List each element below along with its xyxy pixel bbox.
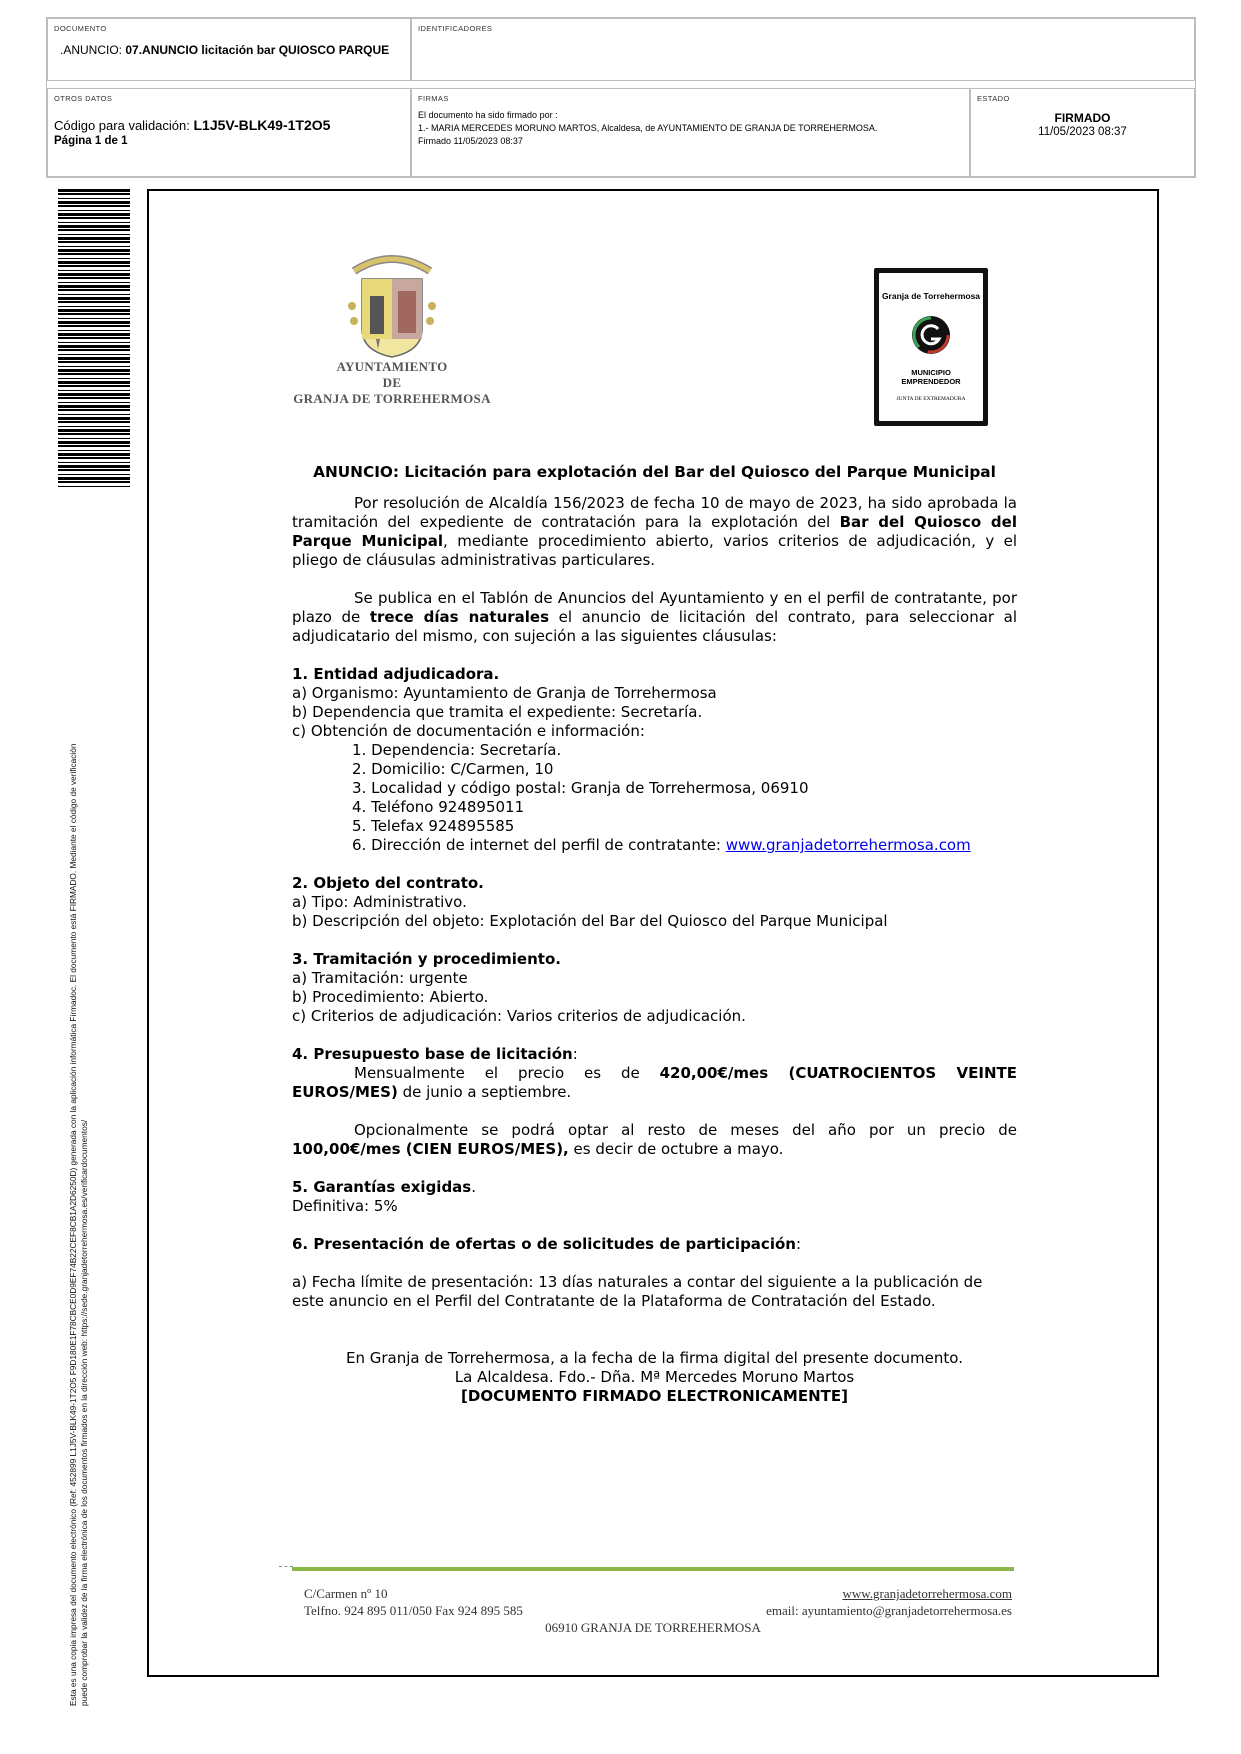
documento-label: DOCUMENTO [54, 24, 107, 33]
otros-datos-cell [47, 88, 411, 177]
closing-signed-note: [DOCUMENTO FIRMADO ELECTRONICAMENTE] [461, 1387, 848, 1405]
letterhead-footer [292, 1585, 1014, 1636]
ayuntamiento-logo [292, 251, 492, 419]
firmas-cell [411, 88, 970, 177]
identificadores-label: IDENTIFICADORES [418, 24, 493, 33]
footer-email[interactable]: email: ayuntamiento@granjadetorrehermosa.es [766, 1603, 1012, 1618]
closing-signer: La Alcaldesa. Fdo.- Dña. Mª Mercedes Moruno Martos [454, 1368, 855, 1386]
validation-code: Código para validación: L1J5V-BLK49-1T2O5 [54, 117, 331, 133]
paragraph-publication: Se publica en el Tablón de Anuncios del Ayuntamiento y en el perfil de contratante, por plazo de trece días naturales el anuncio de licitación del contrato, para seleccionar al adjudicatario del mismo, con sujeción a las siguientes cláusulas: [292, 589, 1018, 645]
otros-datos-label: OTROS DATOS [54, 94, 113, 103]
power-g-icon [911, 315, 951, 355]
section-3-title: 3. Tramitación y procedimiento. [292, 950, 561, 968]
ayuntamiento-logo-text: AYUNTAMIENTO DE GRANJA DE TORREHERMOSA [293, 359, 491, 406]
side-verification-text: Esta es una copia impresa del documento electrónico (Ref: 452899 L1J5V-BLK49-1T2O5 F9D180E1F78CBCE0D9EF74B22CEF8CB1A2D6250D) generada con la aplicación informática Firmadoc. El documento está FIRMADO. Mediante el código de verificación puede comprobar la validez de la firma electrónica de los documentos firmados en la dirección web: https://sede.granjadetorrehermosa.es/verificardocumentos/ [68, 743, 89, 1706]
firmas-text: El documento ha sido firmado por : 1.- MARIA MERCEDES MORUNO MARTOS, Alcaldesa, de AYUNTAMIENTO DE GRANJA DE TORREHERMOSA. Firmado 11/05/2023 08:37 [418, 110, 878, 146]
contratante-website-link[interactable]: www.granjadetorrehermosa.com [725, 836, 971, 854]
section-1-title: 1. Entidad adjudicadora. [292, 665, 500, 683]
estado-cell [970, 88, 1195, 177]
section-4-title: 4. Presupuesto base de licitación: [292, 1045, 578, 1063]
announcement-title: ANUNCIO: Licitación para explotación del Bar del Quiosco del Parque Municipal [313, 463, 996, 481]
firmas-label: FIRMAS [418, 94, 449, 103]
announcement-body: ANUNCIO: Licitación para explotación del Bar del Quiosco del Parque Municipal Por resolución de Alcaldía 156/2023 de fecha 10 de mayo de 2023, ha sido aprobada la tramitación del expediente de contratación para la explotación del Bar del Quiosco del Parque Municipal, mediante procedimiento abierto, varios criterios de adjudicación, y el pliego de cláusulas administrativas particulares. Se publica en el Tablón de Anuncios del Ayuntamiento y en el perfil de contratante, por plazo de trece días naturales el anuncio de licitación del contrato, para seleccionar al adjudicatario del mismo, con sujeción a las siguientes cláusulas: 1. Entidad adjudicadora. a) Organismo: Ayuntamiento de Granja de Torrehermosa b) Dependencia que tramita el expediente: Secretaría. c) Obtención de documentación e información: 1. Dependencia: Secretaría. 2. Domicilio: C/Carmen, 10 3. Localidad y código postal: Granja de Torrehermosa, 06910 4. Teléfono 924895011 5. Telefax 924895585 6. Dirección de internet del perfil de contratante: www.granjadetorrehermosa.com 2. Objeto del contrato. a) Tipo: Administrativo. b) Descripción del objeto: Explotación del Bar del Quiosco del Parque Municipal 3. Tramitación y procedimiento. a) Tramitación: urgente b) Procedimiento: Abierto. c) Criterios de adjudicación: Varios criterios de adjudicación. 4. Presupuesto base de licitación: Mensualmente el precio es de 420,00€/mes (CUATROCIENTOS VEINTE EUROS/MES) de junio a septiembre. Opcionalmente se podrá optar al resto de meses del año por un precio de 100,00€/mes (CIEN EUROS/MES), es decir de octubre a mayo. 5. Garantías exigidas. Definitiva: 5% 6. Presentación de ofertas o de solicitudes de participación: a) Fecha límite de presentación: 13 días naturales a contar del siguiente a la publicación de este anuncio en el Perfil del Contratante de la Plataforma de Contratación del Estado. En Granja de Torrehermosa, a la fecha de la firma digital del presente documento. La Alcaldesa. Fdo.- Dña. Mª Mercedes Moruno Martos [DOCUMENTO FIRMADO ELECTRONICAMENTE] [292, 463, 1018, 1405]
paragraph-price-optional: Opcionalmente se podrá optar al resto de meses del año por un precio de 100,00€/mes (CIEN EUROS/MES), es decir de octubre a mayo. [292, 1121, 1017, 1158]
section-2-title: 2. Objeto del contrato. [292, 874, 484, 892]
footer-city: 06910 GRANJA DE TORREHERMOSA [545, 1620, 761, 1635]
documento-title: .ANUNCIO: 07.ANUNCIO licitación bar QUIOSCO PARQUE [60, 43, 390, 57]
document-header-table [46, 17, 1196, 178]
footer-address: C/Carmen nº 10 [304, 1586, 388, 1601]
section-5-title: 5. Garantías exigidas. [292, 1178, 477, 1196]
page-number: Página 1 de 1 [54, 135, 128, 147]
section-6-title: 6. Presentación de ofertas o de solicitudes de participación: [292, 1235, 802, 1253]
estado-status: FIRMADO [1054, 111, 1111, 125]
estado-label: ESTADO [977, 94, 1010, 103]
estado-date: 11/05/2023 08:37 [1038, 126, 1127, 138]
coat-of-arms-icon [292, 251, 492, 359]
paragraph-resolution: Por resolución de Alcaldía 156/2023 de fecha 10 de mayo de 2023, ha sido aprobada la tramitación del expediente de contratación para la explotación del Bar del Quiosco del Parque Municipal, mediante procedimiento abierto, varios criterios de adjudicación, y el pliego de cláusulas administrativas particulares. [292, 494, 1017, 569]
closing-place-date: En Granja de Torrehermosa, a la fecha de la firma digital del presente documento. [346, 1349, 963, 1367]
footer-divider [292, 1567, 1014, 1571]
paragraph-price-monthly: Mensualmente el precio es de 420,00€/mes (CUATROCIENTOS VEINTE EUROS/MES) de junio a septiembre. [292, 1064, 1017, 1101]
barcode-image [58, 189, 130, 489]
footer-phone: Telfno. 924 895 011/050 Fax 924 895 585 [304, 1603, 523, 1618]
footer-website[interactable]: www.granjadetorrehermosa.com [842, 1586, 1012, 1601]
identificadores-cell [411, 18, 1195, 81]
municipio-emprendedor-logo: Granja de Torrehermosa MUNICIPIO EMPRENDEDOR JUNTA DE EXTREMADURA [874, 268, 988, 426]
documento-cell [47, 18, 411, 81]
document-frame [147, 189, 1159, 1677]
